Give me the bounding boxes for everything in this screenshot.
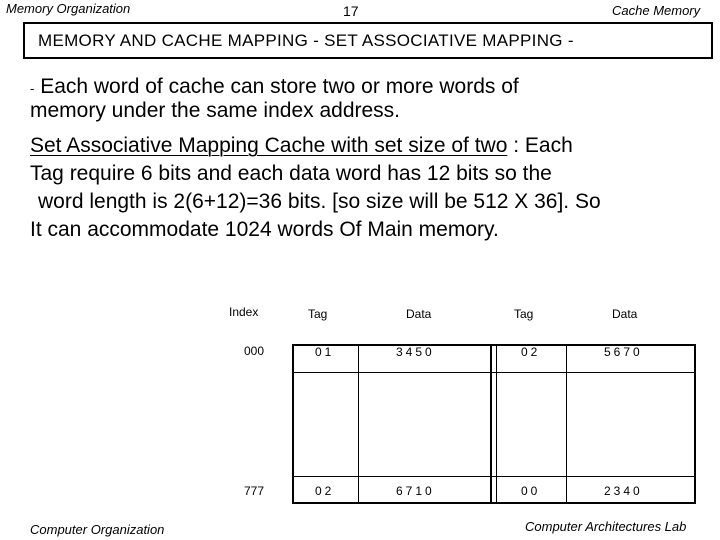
set-divider bbox=[496, 346, 497, 502]
index-label-last: 777 bbox=[244, 484, 265, 498]
cache-set-table bbox=[292, 344, 696, 504]
underlined-heading: Set Associative Mapping Cache with set size of two bbox=[30, 134, 508, 157]
cell-tag-2: 02 bbox=[521, 345, 541, 359]
paragraph-2-line-3: word length is 2(6+12)=36 bits. [so size will be 512 X 36]. So bbox=[38, 190, 601, 213]
header-index: Index bbox=[229, 305, 259, 319]
paragraph-1-line-2: memory under the same index address. bbox=[30, 99, 401, 122]
cell-data-1: 6710 bbox=[396, 484, 435, 498]
paragraph-2-line-2: Tag require 6 bits and each data word has 12 bits so the bbox=[30, 162, 552, 185]
paragraph-1-text-1: Each word of cache can store two or more words of bbox=[40, 75, 519, 98]
header-data-1: Data bbox=[406, 307, 432, 321]
set-divider bbox=[490, 346, 492, 502]
cell-tag-2: 00 bbox=[521, 484, 541, 498]
header-right: Cache Memory bbox=[612, 3, 701, 18]
row-divider bbox=[294, 372, 694, 373]
index-label-first: 000 bbox=[244, 344, 265, 358]
cell-tag-1: 01 bbox=[315, 345, 335, 359]
row-divider bbox=[294, 476, 694, 477]
cell-data-2: 5670 bbox=[604, 345, 643, 359]
paragraph-2-line-1 bbox=[30, 132, 573, 160]
bullet-dash: - bbox=[30, 81, 35, 96]
page-number: 17 bbox=[343, 3, 359, 19]
cell-data-2: 2340 bbox=[604, 484, 643, 498]
header-tag-2: Tag bbox=[514, 307, 534, 321]
footer-right: Computer Architectures Lab bbox=[525, 519, 687, 534]
header-data-2: Data bbox=[612, 307, 638, 321]
cell-data-1: 3450 bbox=[396, 345, 435, 359]
slide-title: MEMORY AND CACHE MAPPING - SET ASSOCIATIVE MAPPING - bbox=[38, 31, 574, 50]
column-divider bbox=[566, 346, 567, 502]
footer-left: Computer Organization bbox=[30, 522, 165, 537]
paragraph-2-line-4: It can accommodate 1024 words Of Main memory. bbox=[30, 218, 499, 241]
header-left: Memory Organization bbox=[6, 1, 131, 16]
cell-tag-1: 02 bbox=[315, 484, 335, 498]
column-divider bbox=[358, 346, 359, 502]
paragraph-2-text-1-rest: : Each bbox=[513, 134, 573, 157]
header-tag-1: Tag bbox=[308, 307, 328, 321]
